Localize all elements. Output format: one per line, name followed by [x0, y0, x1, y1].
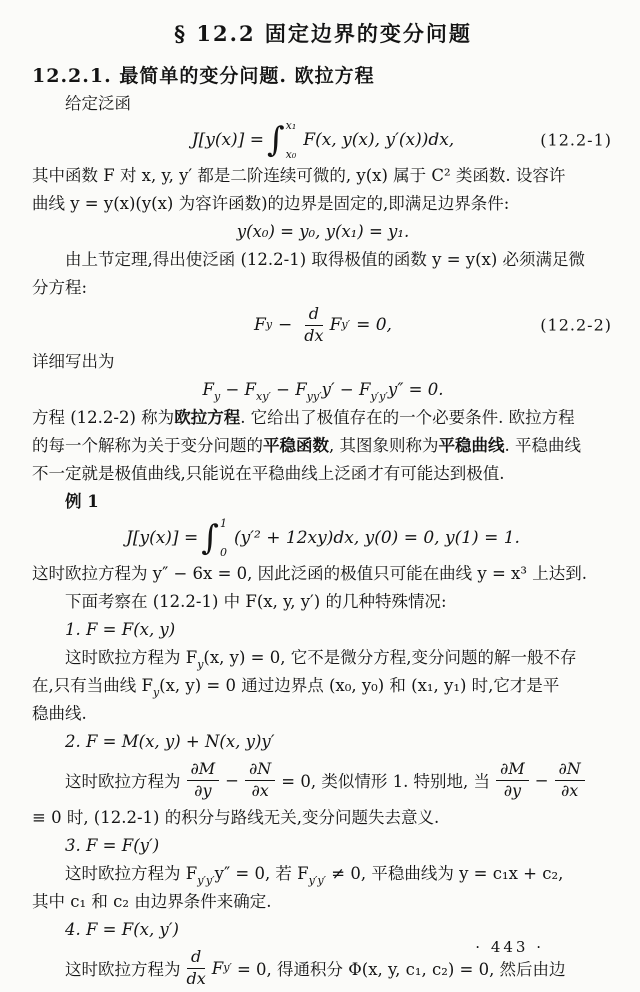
text-segment: 在,只有当曲线 F	[32, 676, 153, 695]
fraction-numerator: d	[305, 305, 323, 325]
fraction-denominator: dx	[186, 968, 206, 988]
equation-body: (y′² + 12xy)dx, y(0) = 0, y(1) = 1.	[233, 528, 520, 548]
paragraph-line: 其中函数 F 对 x, y, y′ 都是二阶连续可微的, y(x) 属于 C² 类函数. 设容许	[32, 166, 566, 185]
integral-upper-limit: x₁	[285, 119, 297, 132]
equation-lhs: J[y(x)] =	[126, 528, 199, 548]
fraction-denominator: ∂x	[251, 780, 269, 800]
paragraph-line: 分方程:	[32, 278, 88, 297]
paragraph-line: 下面考察在 (12.2-1) 中 F(x, y, y′) 的几种特殊情况:	[65, 592, 447, 611]
paragraph-line: 曲线 y = y(x)(y(x) 为容许函数)的边界是固定的,即满足边界条件:	[32, 194, 510, 213]
page-number: · 443 ·	[475, 938, 544, 956]
case-2-heading: 2. F = M(x, y) + N(x, y)y′	[65, 732, 275, 751]
subscript: y	[152, 686, 160, 699]
text-segment: (x, y) = 0, 它不是微分方程,变分问题的解一般不存	[203, 648, 577, 667]
expanded-euler-equation	[32, 376, 614, 404]
fraction-denominator: ∂y	[503, 780, 522, 800]
math-text: y′ − F	[321, 380, 371, 399]
paragraph-line: 这时欧拉方程为 y″ − 6x = 0, 因此泛函的极值只可能在曲线 y = x³ 上达到.	[32, 564, 587, 583]
integral-limits	[220, 518, 227, 558]
fraction-numerator: d	[187, 948, 205, 968]
fraction-numerator: ∂N	[555, 760, 585, 780]
dN-dx-fraction	[555, 760, 585, 800]
intro-line: 给定泛函	[65, 94, 131, 113]
case-2-euler-equation-line	[32, 756, 614, 804]
subscript: y	[197, 658, 204, 671]
text-segment: = 0, 得通积分 Φ(x, y, c₁, c₂) = 0, 然后由边	[236, 960, 566, 979]
case-3-heading: 3. F = F(y′)	[65, 836, 160, 855]
bold-term-euler-equation: 欧拉方程	[174, 408, 241, 427]
fraction-denominator: ∂y	[194, 780, 212, 800]
fraction-denominator: dx	[304, 325, 324, 345]
section-title: § 12.2 固定边界的变分问题	[174, 21, 472, 46]
case-1-heading: 1. F = F(x, y)	[65, 620, 176, 639]
paragraph-line: ≡ 0 时, (12.2-1) 的积分与路线无关,变分问题失去意义.	[32, 808, 440, 827]
subscript: yy′	[306, 390, 322, 403]
fraction-numerator: ∂N	[245, 760, 275, 780]
text-segment: . 平稳曲线	[504, 436, 581, 455]
integral-sign-icon: ∫	[201, 518, 219, 558]
text-segment: 的每一个解称为关于变分问题的	[32, 436, 263, 455]
subscript: y′y′	[197, 874, 215, 887]
paragraph-line: 由上节定理,得出使泛函 (12.2-1) 取得极值的函数 y = y(x) 必须满足微	[65, 250, 586, 269]
math-text: − F	[270, 380, 307, 399]
boundary-conditions-equation: y(x₀) = y₀, y(x₁) = y₁.	[236, 222, 410, 241]
text-segment: , 其图象则称为	[329, 436, 439, 455]
text-segment: 方程 (12.2-2) 称为	[32, 408, 175, 427]
integral-limits	[286, 120, 297, 160]
integral	[201, 518, 231, 558]
text-segment: (x, y) = 0 通过边界点 (x₀, y₀) 和 (x₁, y₁) 时,它才是平	[159, 676, 560, 695]
F-term: F	[211, 958, 224, 978]
subscript: y′y′	[308, 874, 327, 887]
F-term: F	[202, 380, 214, 399]
paragraph-line: 不一定就是极值曲线,只能说在平稳曲线上泛函才有可能达到极值.	[32, 464, 505, 483]
math-text: − F	[220, 380, 256, 399]
F-term: F	[329, 315, 342, 335]
paragraph-line: 详细写出为	[32, 352, 115, 371]
example-1-label: 例 1	[65, 492, 99, 511]
paragraph-line	[32, 672, 614, 700]
F-term: F	[254, 315, 266, 335]
integral-upper-limit: 1	[219, 517, 227, 530]
equation-lhs: J[y(x)] =	[191, 130, 264, 150]
equation-number: (12.2-2)	[540, 315, 612, 335]
text-segment: . 它给出了极值存在的一个必要条件. 欧拉方程	[240, 408, 575, 427]
dM-dy-fraction	[496, 760, 529, 800]
dM-dy-fraction	[187, 760, 220, 800]
text-segment: y″ = 0, 若 F	[214, 864, 309, 883]
text-segment: ≠ 0, 平稳曲线为 y = c₁x + c₂,	[326, 864, 564, 883]
fraction-numerator: ∂M	[187, 760, 220, 780]
paragraph-line: 其中 c₁ 和 c₂ 由边界条件来确定.	[32, 892, 272, 911]
paragraph-line	[32, 432, 614, 460]
bold-term-stationary-function: 平稳函数	[263, 436, 329, 455]
text-segment: = 0, 类似情形 1. 特别地, 当	[281, 772, 491, 791]
example-equation	[32, 516, 614, 560]
case-4-euler-equation-line: 这时欧拉方程为 $\frac{d}{dx}$ F y′ = 0, 得通积分 Φ(x, y, c₁, c₂) = 0, 然后由边	[65, 947, 566, 988]
math-text: y″ = 0.	[387, 380, 444, 399]
integral-lower-limit: x₀	[285, 148, 297, 161]
fraction-numerator: ∂M	[496, 760, 529, 780]
subsection-heading: 12.2.1. 最简单的变分问题. 欧拉方程	[32, 65, 375, 87]
d-dx-fraction	[304, 305, 323, 345]
fraction-denominator: ∂x	[561, 780, 579, 800]
paragraph-line	[32, 860, 614, 888]
minus-sign: −	[534, 770, 549, 790]
equation-12-2-2: F y − $\frac{d}{dx}$ F y′ = 0, (12.2-2)	[254, 304, 612, 345]
minus-sign: −	[225, 770, 239, 790]
paragraph-line: 稳曲线.	[32, 704, 87, 723]
subscript: xy′	[255, 390, 271, 403]
text-segment: 这时欧拉方程为 F	[65, 648, 198, 667]
equals-zero: = 0,	[356, 315, 392, 335]
bold-term-stationary-curve: 平稳曲线	[438, 436, 505, 455]
equation-body: F(x, y(x), y′(x))dx,	[303, 130, 455, 150]
paragraph-line	[32, 404, 614, 432]
equation-12-2-1	[32, 118, 614, 162]
integral-lower-limit: 0	[219, 546, 227, 559]
case-4-heading: 4. F = F(x, y′)	[65, 920, 179, 939]
minus-sign: −	[278, 315, 293, 335]
subscript: y′y′	[370, 390, 388, 403]
dN-dx-fraction	[245, 760, 275, 800]
text-segment: 这时欧拉方程为 F	[65, 864, 198, 883]
text-segment: 这时欧拉方程为	[65, 960, 181, 979]
text-segment: 这时欧拉方程为	[65, 772, 181, 791]
d-dx-fraction	[187, 948, 206, 988]
subscript: y	[214, 390, 221, 403]
equation-number: (12.2-1)	[540, 130, 612, 150]
integral	[267, 120, 300, 160]
paragraph-line	[32, 644, 614, 672]
integral-sign-icon: ∫	[266, 120, 285, 160]
